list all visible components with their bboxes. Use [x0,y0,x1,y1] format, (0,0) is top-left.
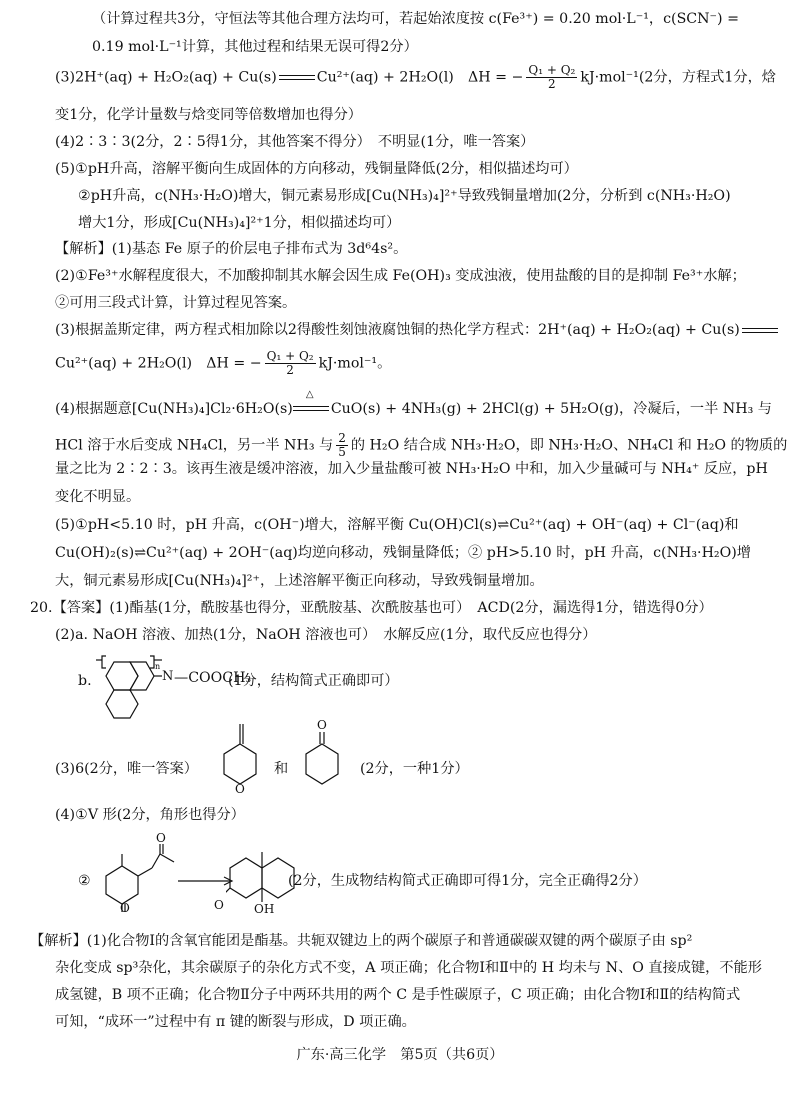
analysis-2-2: ②可用三段式计算，计算过程见答案。 [55,295,297,311]
q20-answer-4-1: (4)①V 形(2分，角形也得分） [55,807,245,823]
answer-3-reactants: (3)2H⁺(aq) + H₂O₂(aq) + Cu(s) [55,69,277,86]
q20-answer-3: (3)6(2分，唯一答案） [55,761,198,777]
answer-3-unit: kJ·mol⁻¹(2分，方程式1分，焓 [580,69,776,86]
analysis-4-text-b: 的 H₂O 结合成 NH₃·H₂O，即 NH₃·H₂O、NH₄Cl 和 H₂O 的物质的 [350,437,788,454]
reactant-drawing [98,832,198,916]
fraction-numerator: Q₁ + Q₂ [528,63,576,77]
q20-answer-2b-note: (1分，结构简式正确即可） [228,673,399,689]
polymer-structure [92,652,212,722]
analysis-4-reactant: (4)根据题意[Cu(NH₃)₄]Cl₂·6H₂O(s) [55,401,293,417]
answer-3-products: Cu²⁺(aq) + 2H₂O(l) ΔH = − [316,69,524,86]
q20-answer-4-2-note: (2分，生成物结构简式正确即可得1分，完全正确得2分） [288,873,647,889]
repeat-subscript: n [155,662,161,671]
product-oxygen: O [214,898,224,912]
analysis-4-3: 量之比为 2∶2∶3。该再生液是缓冲溶液，加入少量盐酸可被 NH₃·H₂O 中和，加入少量碱可与 NH₄⁺ 反应，pH [55,461,768,477]
q20-analysis-3: 成氢键，B 项不正确；化合物Ⅱ分子中两环共用的两个 C 是手性碳原子，C 项正确；由化合物Ⅰ和Ⅱ的结构简式 [55,987,741,1003]
answer-3-equation [55,64,776,91]
q20-answer-2a: (2)a. NaOH 溶液、加热(1分，NaOH 溶液也可） 水解反应(1分，取代反应也得分） [55,627,597,643]
calc-note-line-1: （计算过程共3分，守恒法等其他合理方法均可，若起始浓度按 c(Fe³⁺) = 0.20 mol·L⁻¹，c(SCN⁻) = [92,11,739,27]
analysis-4-1 [55,389,772,417]
fraction-denominator: 2 [286,363,294,378]
ring-ketone-oxygen: O [120,901,130,915]
polymer-structure-drawing [92,652,212,722]
calc-note-line-2: 0.19 mol·L⁻¹计算，其他过程和结果无误可得2分） [92,39,418,55]
answer-5-2: ②pH升高，c(NH₃·H₂O)增大，铜元素易形成[Cu(NH₃)₄]²⁺导致残铜量增加(2分，分析到 c(NH₃·H₂O) [78,188,731,204]
q20-answer-2b-label: b. [78,673,92,689]
fraction-numerator: 2 [338,431,346,445]
isomer-2-drawing [292,716,352,796]
and-text: 和 [274,761,289,777]
product-hydroxyl: OH [254,902,275,916]
fraction-q1q2 [265,350,316,377]
q20-answer-3-note: (2分，一种1分） [360,761,469,777]
page-footer: 广东·高三化学 第5页（共6页） [296,1047,504,1063]
ring-oxygen-label: O [235,782,245,796]
isomer-1-structure [212,716,268,796]
analysis-3-products: Cu²⁺(aq) + 2H₂O(l) ΔH = − [55,355,262,372]
analysis-3-2 [55,350,391,377]
heat-arrow [293,389,331,416]
analysis-2-1: (2)①Fe³⁺水解程度很大，不加酸抑制其水解会因生成 Fe(OH)₃ 变成浊液，使用盐酸的目的是抑制 Fe³⁺水解； [55,268,746,284]
analysis-1: 【解析】(1)基态 Fe 原子的价层电子排布式为 3d⁶4s²。 [55,241,408,257]
isomer-2-structure [292,716,352,796]
reactant-structure [98,832,198,916]
analysis-4-text-a: HCl 溶于水后变成 NH₄Cl，另一半 NH₃ 与 [55,437,334,454]
q20-analysis-2: 杂化变成 sp³杂化，其余碳原子的杂化方式不变，A 项正确；化合物Ⅰ和Ⅱ中的 H 均未与 N、O 直接成键，不能形 [55,960,762,976]
answer-4: (4)2∶3∶3(2分，2∶5得1分，其他答案不得分） 不明显(1分，唯一答案） [55,134,535,150]
fraction-denominator: 5 [338,445,346,460]
analysis-5-3: 大，铜元素易形成[Cu(NH₃)₄]²⁺，上述溶解平衡正向移动，导致残铜量增加。 [55,573,544,589]
analysis-3-unit: kJ·mol⁻¹。 [318,355,392,372]
long-equals-sign [293,406,329,411]
delta-icon: △ [305,389,314,400]
answer-3-note: 变1分，化学计量数与焓变同等倍数增加也得分） [55,107,362,123]
answer-5-2-cont: 增大1分，形成[Cu(NH₃)₄]²⁺1分，相似描述均可） [78,215,401,231]
fraction-denominator: 2 [548,77,556,92]
isomer-1-drawing [212,716,268,796]
analysis-3-text: (3)根据盖斯定律，两方程式相加除以2得酸性刻蚀液腐蚀铜的热化学方程式：2H⁺(aq) + H₂O₂(aq) + Cu(s) [55,322,740,338]
analysis-4-2 [55,432,787,459]
fraction-two-fifths [336,432,348,459]
ketone-oxygen-label: O [156,832,166,845]
carbonyl-oxygen-label: O [317,718,327,732]
answer-5-1: (5)①pH升高，溶解平衡向生成固体的方向移动，残铜量降低(2分，相似描述均可） [55,161,578,177]
fraction-numerator: Q₁ + Q₂ [266,349,314,363]
long-equals-sign [279,75,315,80]
q20-answer-1: 20.【答案】(1)酯基(1分，酰胺基也得分，亚酰胺基、次酰胺基也可） ACD(2分，漏选得1分，错选得0分） [30,600,713,616]
nitrogen-atom: N [162,669,174,684]
q20-answer-4-2-label: ② [78,873,91,889]
q20-analysis-1: 【解析】(1)化合物Ⅰ的含氧官能团是酯基。共轭双键边上的两个碳原子和普通碳碳双键的两个碳原子由 sp² [30,933,693,949]
q20-analysis-4: 可知，“成环一”过程中有 π 键的断裂与形成，D 项正确。 [55,1014,416,1030]
fraction-q1q2 [526,64,577,91]
long-equals-sign [742,328,778,333]
analysis-5-1: (5)①pH<5.10 时，pH 升高，c(OH⁻)增大，溶解平衡 Cu(OH)Cl(s)⇌Cu²⁺(aq) + OH⁻(aq) + Cl⁻(aq)和 [55,517,739,533]
ester-group: —COOCH₃ [174,670,252,686]
analysis-4-products: CuO(s) + 4NH₃(g) + 2HCl(g) + 5H₂O(g)，冷凝后，一半 NH₃ 与 [330,401,772,417]
analysis-3-1 [55,323,780,337]
analysis-4-4: 变化不明显。 [55,489,141,505]
analysis-5-2: Cu(OH)₂(s)⇌Cu²⁺(aq) + 2OH⁻(aq)均逆向移动，残铜量降低；② pH>5.10 时，pH 升高，c(NH₃·H₂O)增 [55,545,751,561]
